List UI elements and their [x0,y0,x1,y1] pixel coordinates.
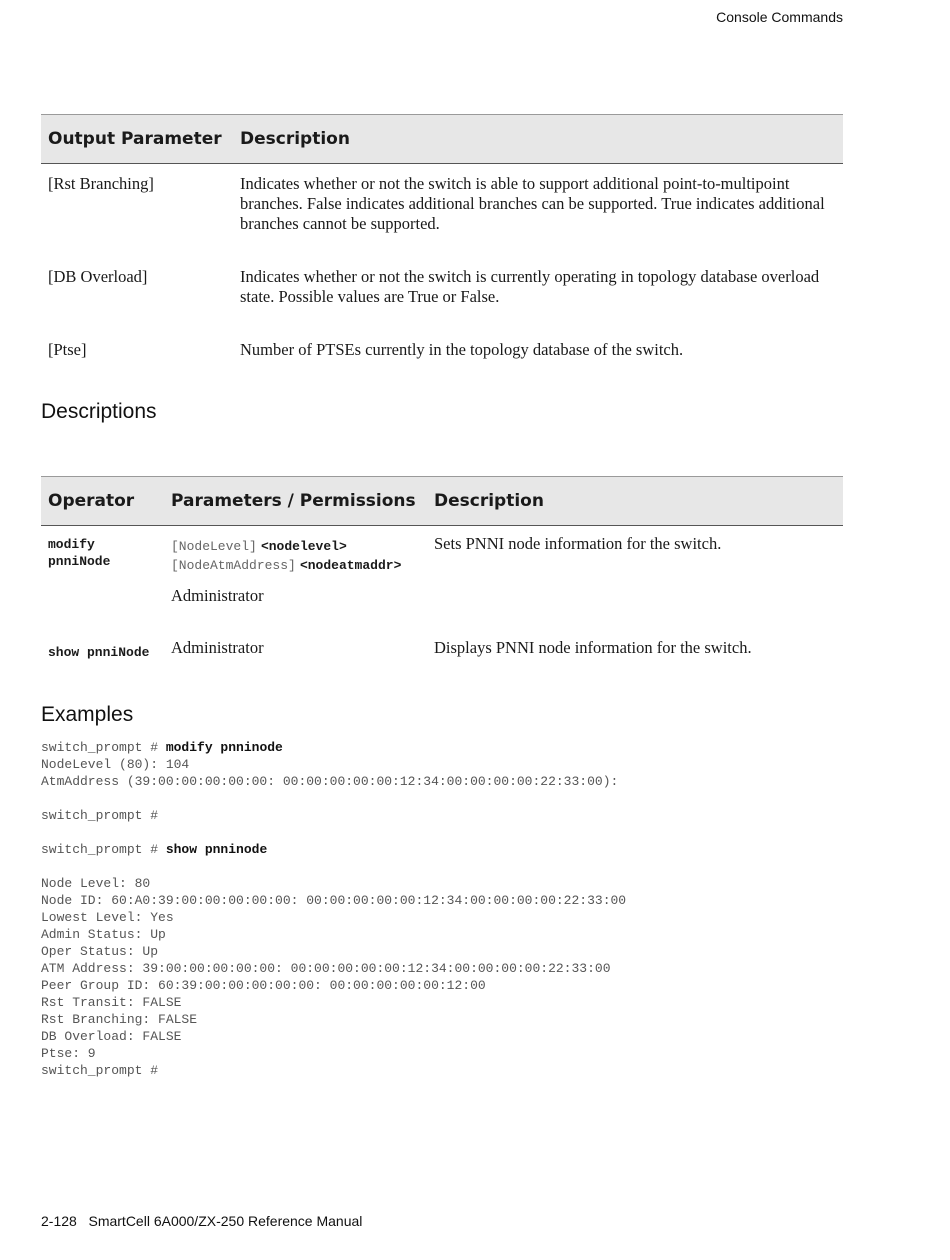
manual-title: SmartCell 6A000/ZX-250 Reference Manual [88,1213,363,1229]
param-cell: [DB Overload] [48,267,148,286]
desc-cell: Displays PNNI node information for the switch. [434,638,752,657]
operator-cell [41,526,164,631]
column-header-description: Description [233,115,843,164]
column-header-output-parameter: Output Parameter [41,115,233,164]
desc-cell: Number of PTSEs currently in the topology database of the switch. [240,340,684,359]
operator-name: show pnniNode [48,645,150,660]
page-footer [41,1213,362,1229]
operator-name: modify [48,537,95,552]
permission-text: Administrator [171,638,264,657]
desc-cell: Sets PNNI node information for the switch. [434,534,722,553]
desc-cell: Indicates whether or not the switch is able to support additional point-to-multipoint branches. False indicates additional branches can be supported. True indicates additional branches cannot be supported. [240,174,825,233]
parameter-arg: <nodeatmaddr> [299,558,402,573]
parameter-arg: <nodelevel> [260,539,347,554]
table-row [41,164,843,260]
running-header: Console Commands [716,9,843,25]
parameter-label: [NodeAtmAddress] [171,558,296,573]
parameters-cell [164,630,427,679]
table-row [41,630,843,679]
table-header-row [41,477,843,526]
desc-cell: Indicates whether or not the switch is currently operating in topology database overload state. Possible values are True or False. [240,267,820,306]
output-parameter-table [41,114,843,376]
table-row [41,526,843,631]
page-number: 2-128 [41,1213,77,1229]
param-cell: [Rst Branching] [48,174,154,193]
column-header-description: Description [427,477,843,526]
operator-cell [41,630,164,679]
parameters-cell [164,526,427,631]
operator-name: pnniNode [48,554,111,569]
permission-text: Administrator [171,586,264,605]
table-row [41,259,843,332]
operator-table [41,476,843,679]
column-header-parameters: Parameters / Permissions [164,477,427,526]
column-header-operator: Operator [41,477,164,526]
example-console-output: switch_prompt # modify pnninode NodeLevel (80): 104 AtmAddress (39:00:00:00:00:00: 00:00:00:00:00:12:34:00:00:00:00:22:33:00): switch_prompt # switch_prompt # show pnninode Node Level: 80 Node ID: 60:A0:39:00:00:00:00:00: 00:00:00:00:00:12:34:00:00:00:00:22:33:00 Lowest Level: Yes Admin Status: Up Oper Status: Up ATM Address: 39:00:00:00:00:00: 00:00:00:00:00:12:34:00:00:00:00:22:33:00 Peer Group ID: 60:39:00:00:00:00:00: 00:00:00:00:00:12:00 Rst Transit: FALSE Rst Branching: FALSE DB Overload: FALSE Ptse: 9 switch_prompt # [41,740,627,1078]
table-header-row [41,115,843,164]
examples-heading: Examples [41,703,134,726]
parameter-label: [NodeLevel] [171,539,257,554]
table-row [41,332,843,376]
param-cell: [Ptse] [48,340,87,359]
descriptions-heading: Descriptions [41,400,157,423]
